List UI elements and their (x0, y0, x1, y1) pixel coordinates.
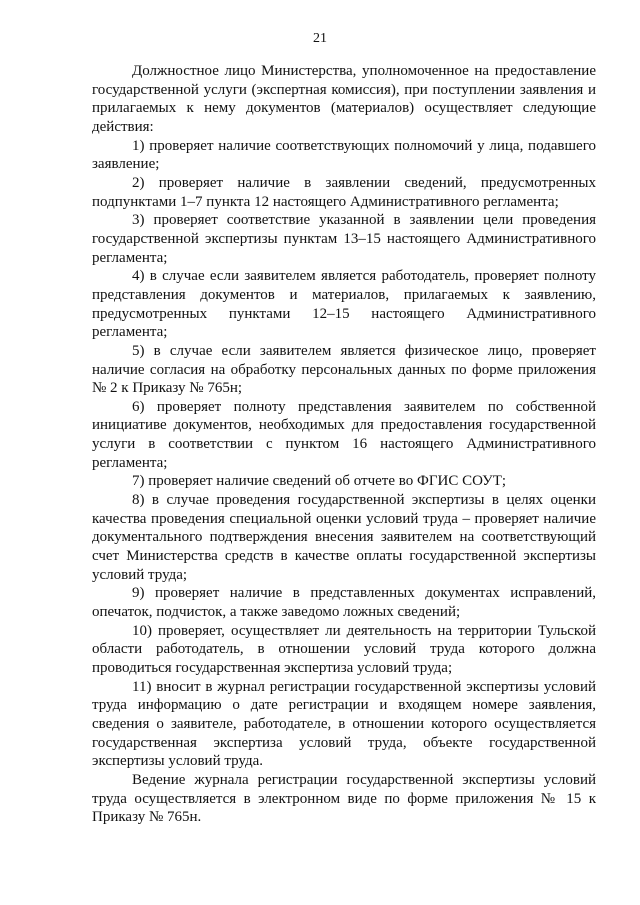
list-item-9: 9) проверяет наличие в представленных документах исправлений, опечаток, подчисток, а также заведомо ложных сведений; (92, 585, 596, 621)
list-item-3: 3) проверяет соответствие указанной в заявлении цели проведения государственной экспертизы пунктам 13–15 настоящего Административного регламента; (92, 212, 596, 266)
list-item-11: 11) вносит в журнал регистрации государственной экспертизы условий труда информацию о дате регистрации и входящем номере заявления, сведения о заявителе, работодателе, в отношении которого осуществляется государственная экспертиза условий труда, объекте государственной экспертизы условий труда. (92, 678, 596, 770)
list-item-1: 1) проверяет наличие соответствующих полномочий у лица, подавшего заявление; (92, 137, 596, 173)
list-item-4: 4) в случае если заявителем является работодатель, проверяет полноту представления документов и материалов, прилагаемых к заявлению, предусмотренных пунктами 12–15 настоящего Административного регламента; (92, 268, 596, 341)
list-item-2: 2) проверяет наличие в заявлении сведений, предусмотренных подпунктами 1–7 пункта 12 настоящего Административного регламента; (92, 174, 596, 210)
list-item-8: 8) в случае проведения государственной экспертизы в целях оценки качества проведения специальной оценки условий труда – проверяет наличие документального подтверждения внесения заявителем на соответствующий счет Министерства средств в качестве оплаты государственной экспертизы условий труда; (92, 492, 596, 583)
closing-paragraph: Ведение журнала регистрации государственной экспертизы условий труда осуществляется в электронном виде по форме приложения № 15 к Приказу № 765н. (92, 771, 596, 826)
list-item-10: 10) проверяет, осуществляет ли деятельность на территории Тульской области работодатель, в отношении условий труда которого должна проводиться государственная экспертиза условий труда; (92, 622, 596, 676)
page-number: 21 (313, 31, 327, 46)
list-item-6: 6) проверяет полноту представления заявителем по собственной инициативе документов, необходимых для предоставления государственной услуги в соответствии с пунктом 16 настоящего Административного регламента; (92, 398, 596, 471)
intro-paragraph: Должностное лицо Министерства, уполномоченное на предоставление государственной услуги (экспертная комиссия), при поступлении заявления и прилагаемых к нему документов (материалов) осуществляет следующие действия: (92, 63, 596, 135)
list-item-7: 7) проверяет наличие сведений об отчете во ФГИС СОУТ; (132, 473, 507, 490)
document-body (92, 62, 596, 827)
list-item-5: 5) в случае если заявителем является физическое лицо, проверяет наличие согласия на обработку персональных данных по форме приложения № 2 к Приказу № 765н; (92, 342, 596, 397)
